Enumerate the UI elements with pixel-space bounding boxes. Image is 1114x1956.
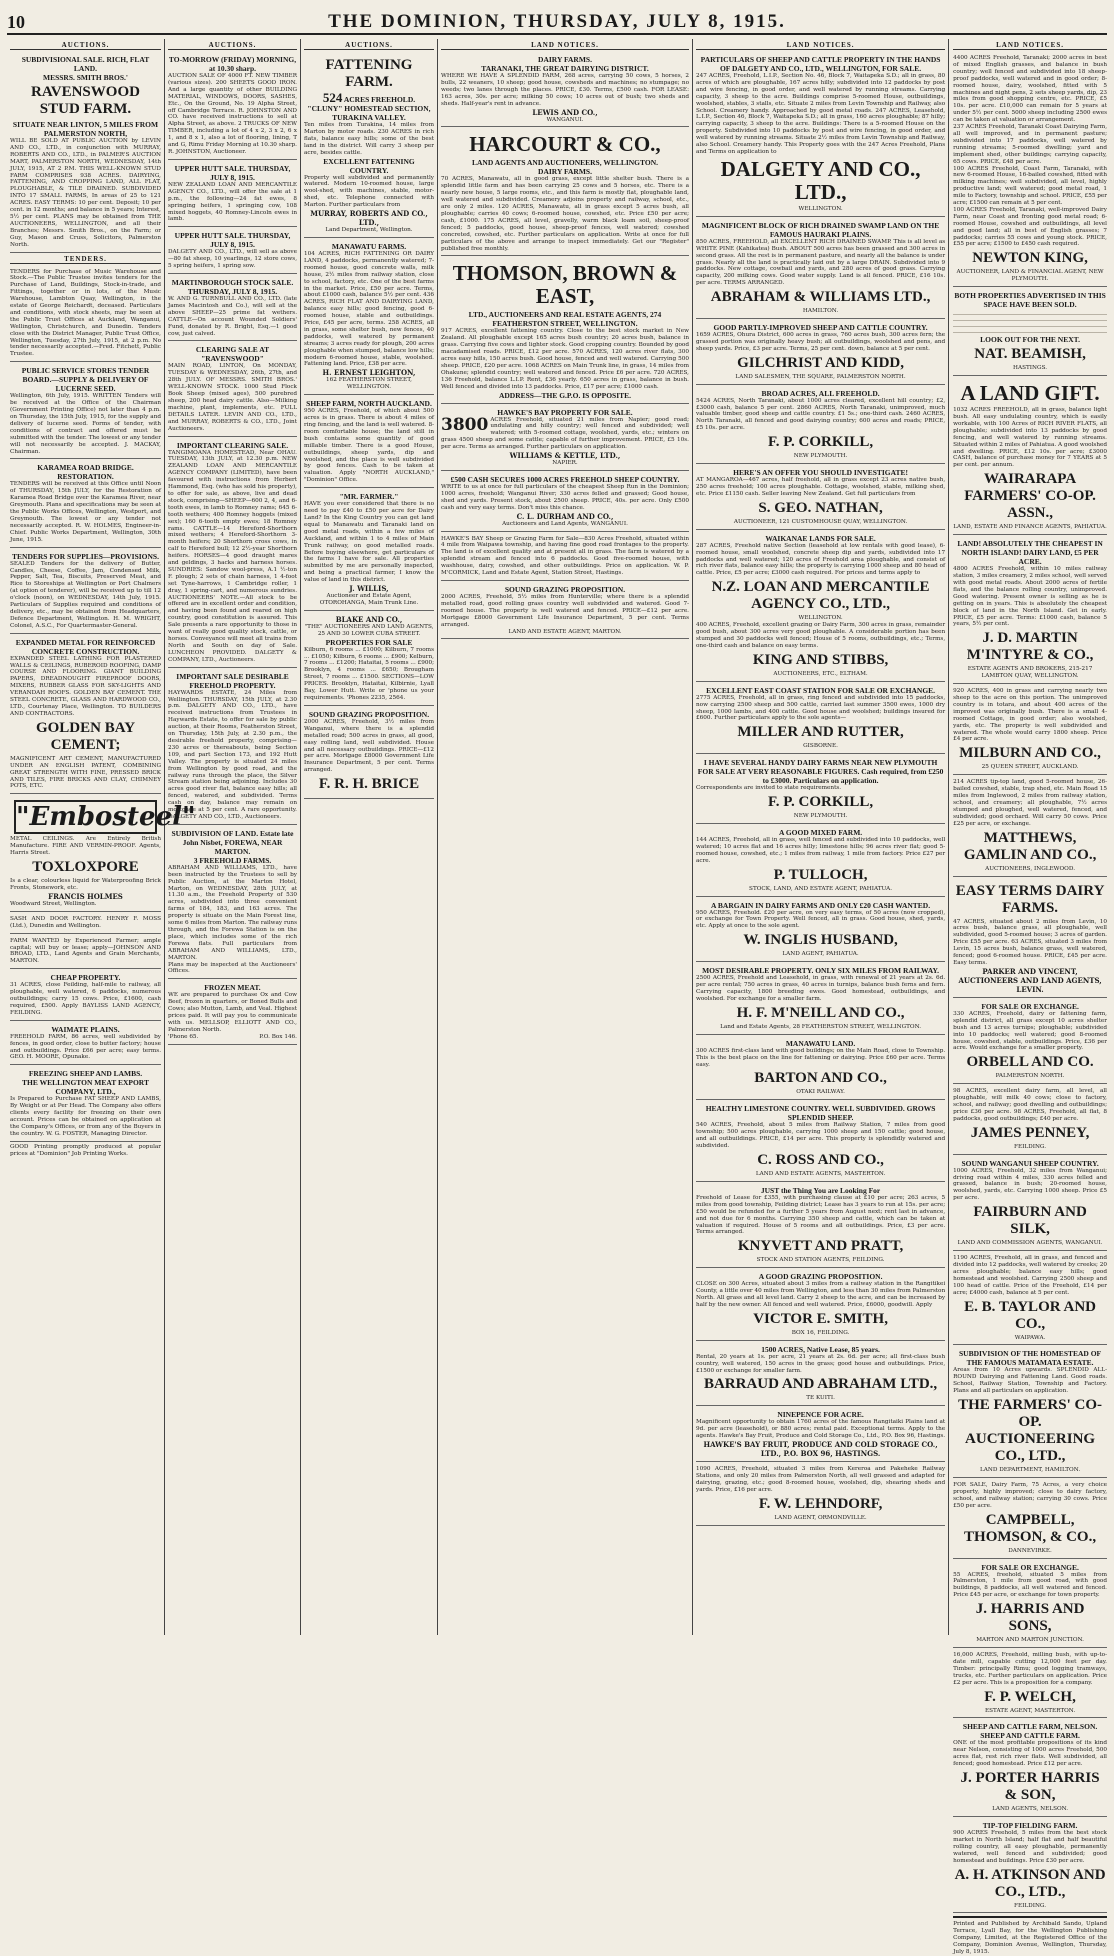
column-5b: LAND NOTICES. 4400 ACRES Freehold, Taranaki; 2000 acres in best of mixed English grasses, and balance in bush country; well fenced and subdivided into 18 sheep-proof paddocks, well watered and in good order; 8-roomed house, dairy, woolshed, fitted with 5 machines and night pens, 2 sets sheep yards, dip, 23 miles from good shopping centre, etc. PRICE, £5 10s. per acre. £10,000 can remain for 5 years at under 5½ per cent. 5000 sheep including 2500 ewes can be taken at valuation or arrangement. 237 ACRES Freehold, Taranaki Coast Dairying Farm, all well improved, and in permanent pasture; subdivided into 17 paddocks, well watered by running streams; 5-roomed dwelling; yard and implement shed, other buildings; carrying capacity, 65 cows. PRICE, £48 per acre. 100 ACRES Freehold, Coast Farm, Taranaki, with new 6-roomed House, 16-bailed cowshed, fitted with milking machines; well subdivided, all level, highly productive land; well watered; good metal road, 1 mile to Factory, township and school. PRICE, £55 per acre; £1500 can remain at 5 per cent. 100 ACRES Freehold, Taranaki, well-improved Dairy Farm, near Coast and fronting good metal road; 6-roomed House, cowshed and outbuildings, all level and good land; all in best of English grasses; 7 paddocks; carries 55 cows and young stock. PRICE, £55 per acre; £1500 to £450 cash required. NEWTON KING, AUCTIONEER, LAND & FINANCIAL AGENT, NEW PLYMOUTH. BOTH PROPERTIES ADVERTISED IN THIS SPACE HAVE BEEN SOLD. LOOK OUT FOR THE NEXT. NAT. BEAMISH, HASTINGS. A LAND GIFT. 1032 ACRES FREEHOLD, all in grass, balance light bush. All easy undulating country, which is easily workable, with 100 Acres of RICH RIVER FLATS, all ploughable; subdivided into 13 paddocks by good fencing, and well watered by running streams. Situated within 2 miles of Pahiatua. A good woolshed and dwelling. PRICE, £12 10s. per acre; £3000 CASH, balance of purchase money for 7 YEARS at 5 per cent. per annum. WAIRARAPA FARMERS' CO-OP. ASSN., LAND, ESTATE AND FINANCE AGENTS, PAHIATUA. LAND! ABSOLUTELY THE CHEAPEST IN NORTH ISLAND! DAIRY LAND, £5 PER ACRE. 4800 ACRES Freehold, within 10 miles railway station, 3 miles creamery, 2 miles school, well served with good metal roads. About 2000 acres of fertile flats, and the balance rolling country, unimproved. Good watering. Present owner is selling as he is getting on in years. This is absolutely the cheapest block of land in the North Island. Get in early. PRICE, £5 per acre. Terms: £1000 cash, balance 5 years, 5½ per cent. J. D. MARTIN M'INTYRE & CO., ESTATE AGENTS AND BROKERS, 215-217 LAMBTON QUAY, WELLINGTON. 920 ACRES, 400 in grass and carrying nearly two sheep to the acre on this portion. The unimproved country is in totara, and about 400 acres of the improved was originally bush. There is a small 4-roomed Cottage, in good order; also woolshed, yards, etc. The property is well subdivided and watered. The whole would carry 1800 sheep. Price £4 per acre. MILBURN AND CO., 25 QUEEN STREET, AUCKLAND. 214 ACRES tip-top land, good 5-roomed house, 26-bailed cowshed, stable, trap shed, etc. Main Road 15 miles from Inglewood, 2 miles from railway station, school, and creamery; all ploughable, 7½ acres stumped and ploughed, well watered, fenced, and subdivided; good orchard. Will carry 50 cows. Price £25 per acre, or exchange. MATTHEWS, GAMLIN AND CO., AUCTIONEERS, INGLEWOOD. EASY TERMS DAIRY FARMS. 47 ACRES, situated about 2 miles from Levin, 10 acres bush, balance grass, all ploughable, well subdivided, good 5-roomed house; 3 acres of garden. Price £55 per acre. 63 ACRES, situated 3 miles from Levin, 15 acres bush, balance grass, well watered, fenced; good 6-roomed house. PRICE, £45 per acre. Easy terms. PARKER AND VINCENT, AUCTIONEERS AND LAND AGENTS, LEVIN. FOR SALE OR EXCHANGE. 330 ACRES, Freehold, dairy or fattening farm, splendid district, all grass except 10 acres shelter bush and 13 acres turnips; ploughable; subdivided into 10 paddocks; well watered; good 8-roomed house, cowshed, stable, outbuildings. Price, £36 per acre. Would exchange for a smaller property. ORBELL AND CO. PALMERSTON NORTH. 98 ACRES, excellent dairy farm, all level, all ploughable, will milk 40 cows; close to factory, school, and railway; good dwelling and outbuildings; price £36 per acre. 98 ACRES, Freehold, all flat, 8 paddocks, good outbuildings; £40 per acre. JAMES PENNEY, FEILDING. SOUND WANGANUI SHEEP COUNTRY. 1000 ACRES, Freehold, 32 miles from Wanganui; driving road within 4 miles, 330 acres felled and grassed, balance in bush; 20-roomed house, woolshed, yards, etc. Carrying 1000 sheep. Price £5 per acre. FAIRBURN AND SILK, LAND AND COMMISSION AGENTS, WANGANUI. 1190 ACRES, Freehold, all in grass, and fenced and divided into 12 paddocks, well watered by creeks; 20 acres ploughable; balance easy hills; good homestead and woolshed. Carrying 2500 sheep and 100 head of cattle. Price of the Freehold, £14 per acre; £4000 cash, balance at 5 per cent. E. B. TAYLOR AND CO., WAIPAWA. SUBDIVISION OF THE HOMESTEAD OF THE FAMOUS MATAMATA ESTATE. Areas from 10 Acres upwards. SPLENDID ALL-ROUND Dairying and Fattening Land. Good roads. School, Railway Station, Township and Factory. Plans and all particulars on application. THE FARMERS' CO-OP. AUCTIONEERING CO., LTD., LAND DEPARTMENT, HAMILTON. FOR SALE, Dairy Farm, 75 Acres, a very choice property, highly improved; close to dairy factory, school, and railway station; carrying 30 cows. Price £50 per acre. CAMPBELL, THOMSON, & CO., DANNEVIRKE. FOR SALE OR EXCHANGE. 55 ACRES, freehold, situated 5 miles from Palmerston, 1 mile from good road, with good buildings, 8 paddocks, all well watered and fenced. Price £45 per acre, or exchange for town property. J. HARRIS AND SONS, MARTON AND MARTON JUNCTION. 16,000 ACRES, Freehold, milling bush, with up-to-date mill, capable cutting 12,000 feet per day. Timber: principally Rimu; good logging tramways, trucks, etc. Further particulars on application. Price £2 per acre. This is a proposition for a company. F. P. WELCH, ESTATE AGENT, MASTERTON. SHEEP AND CATTLE FARM, NELSON. SHEEP AND CATTLE FARM. ONE of the most profitable propositions of its kind near Nelson, consisting of 1000 acres Freehold, 500 acres flat, rest rich river flats. Well subdivided, all fenced; good homestead. Price £12 per acre. J. PORTER HARRIS & SON, LAND AGENTS, NELSON. TIP-TOP FIELDING FARM. 900 ACRES Freehold, 5 miles from the best stock market in North Island; half flat and half beautiful rolling country, all easy ploughable, permanently watered, well fenced and subdivided; good homestead and buildings. Price £30 per acre. A. H. ATKINSON AND CO., LTD., FEILDING. Printed and Published by Archibald Sando, Upland Terrace, Lyall Bay, for the Wellington Publishing Company, Limited, at the Registered Office of the Company, Dominion Avenue, Wellington, Thursday, July 8, 1915. [953,41,1108,1956]
imprint: Printed and Published by Archibald Sando, Upland Terrace, Lyall Bay, for the Wellington Publishing Company, Limited, at the Registered Office of the Company, Dominion Avenue, Wellington, Thursday, July 8, 1915. [953,1921,1107,1956]
ravenswood-ad: SUBDIVISIONAL SALE. RICH, FLAT LAND. MESSRS. SMITH BROS.' RAVENSWOOD STUD FARM. SITUATE NEAR LINTON, 5 MILES FROM PALMERSTON NORTH, WILL BE SOLD AT PUBLIC AUCTION by LEVIN AND CO., LTD., in conjunction with MURRAY, ROBERTS AND CO., LTD., in PALMER'S AUCTION MART, PALMERSTON NORTH, WEDNESDAY, 14th JULY, 1915, AT 2 P.M. THIS WELL-KNOWN STUD FARM COMPRISES 938 ACRES. DAIRYING, FATTENING, AND CROPPING LAND, ALL FLAT, PLOUGHABLE, & TILE DRAINED. SUBDIVIDED INTO 17 SMALL FARMS, In areas of 25 to 121 ACRES. EASY TERMS: 10 per cent. Deposit; 10 per cent. in 12 months; and balance in 5 years; Interest, 5½ per cent. PLANS may be obtained from THE AUCTIONEERS, WELLINGTON, and all their Branches; Messrs. Smith Bros., on the Farm; or Guy, Mason and Cruss, Solicitors, Palmerston North. [10,53,161,253]
embosteel-ad: "Embosteel" METAL CEILINGS. Are Entirely British Manufacture. FIRE AND VERMIN-PROOF. Agents, Harris Street. TOXLOXPORE Is a clear, colourless liquid for Waterproofing Brick Fronts, Stonework, etc. FRANCIS HOLMES Woodward Street, Wellington. [10,796,161,911]
section-auctions: AUCTIONS. [10,41,161,50]
harcourt-title: HARCOURT & CO., [469,132,661,157]
ravenswood-title: RAVENSWOOD STUD FARM. [31,84,140,117]
expanded-metal-ad: EXPANDED METAL FOR REINFORCED CONCRETE CONSTRUCTION. EXPANDED STEEL LATHING FOR PLASTERED WALLS & CEILINGS, RUBEROID ROOFING, DAMP COURSE AND FLOORING. GIANT BUILDING PAPERS, DREADNOUGHT FIREPROOF DOORS, MIXERS, RUBBER GLASS FOR SKY-LIGHTS AND VERANDAH ROOFS. GOLDEN BAY CEMENT. THE STEEL CONCRETE, GLASS AND HARDWOOD CO., LTD., Courtenay Place, Wellington. TO BUILDERS AND CONTRACTORS. GOLDEN BAY CEMENT; MAGNIFICENT ART CEMENT, MANUFACTURED UNDER AN ENGLISH PATENT, COMBINING GREAT STRENGTH WITH FINE, PRESSED BRICK AND TILES, FIRE BRICKS AND CLAY, CHIMNEY POTS, ETC. [10,636,161,795]
embosteel-logo: "Embosteel" [16,802,196,833]
column-5 [693,39,1108,1956]
tender-supplies: TENDERS FOR SUPPLIES—PROVISIONS. SEALED Tenders for the delivery of Butter, Candles, Cheese, Coffee, Jam, Condensed Milk, Pepper, Salt, Tea, Biscuits, Preserved Meat, and Rice to Storeships at Wellington or Port Chalmers (at option of tenderer), will be received up to till 12 o'clock (noon), on WEDNESDAY, 14th July, 1915. Particulars of Supplies required and conditions of delivery, etc., may be obtained from Headquarters, Defence Department, Wellington. H. M. WRIGHT, Colonel, A.S.C., For Quartermaster-General. [10,550,161,634]
columns [7,39,1108,1956]
tender-lucerne: PUBLIC SERVICE STORES TENDER BOARD.—SUPPLY & DELIVERY OF LUCERNE SEED. Wellington, 6th July, 1915. WRITTEN Tenders will be received at the Office of the Chairman (Government Printing Office) not later than 4 p.m. on Thursday, the 15th July, 1915, for the supply and delivery of lucerne seed. Forms of tender, with conditions of contract and offered must be submitted with the tender. The lowest or any tender will not necessarily be accepted. J. MACKAY, Chairman. [10,364,161,459]
section-tenders: TENDERS. [10,255,161,264]
column-3: AUCTIONS. FATTENING FARM. 524 ACRES FREEHOLD. "CLUNY" HOMESTEAD SECTION, TURAKINA VALLEY. Ten miles from Turakina, 14 miles from Marton by motor roads. 230 ACRES in rich flats, balance easy hills; some of the best land in the district. Will carry 3 sheep per acre, besides cattle. EXCELLENT FATTENING COUNTRY. Property well subdivided and permanently watered. Modern 10-roomed house, large wool-shed, with machines, stable, motor-shed, etc. Telephone connected with Marton. Further particulars from MURRAY, ROBERTS AND CO., LTD., Land Department, Wellington. MANAWATU FARMS. 104 ACRES, RICH FATTENING OR DAIRY LAND, 4 paddocks, permanently watered; 7-roomed house, good concrete walls, milk house, 2½ miles from railway station, close to school, factory, etc. One of the best farms in the market. Price, £50 per acre. Terms, about £1000 cash, balance 5½ per cent. 436 ACRES, RICH FLAT AND DAIRYING LAND, balance easy hills; good fencing, good 6-roomed house, stable and outbuildings. Price, £45 per acre, terms. 258 ACRES, all in grass, some shelter bush, new fences, 40 paddocks, well watered by permanent streams; 3 acres ready for plough, 200 acres ploughable when stumped, balance low hills; modern 6-roomed house, stable, woolshed. Fattening land. Price, £38 per acre. H. ERNEST LEIGHTON, 162 FEATHERSTON STREET, WELLINGTON. SHEEP FARM, NORTH AUCKLAND. 950 ACRES, Freehold, of which about 500 acres is in grass. There is about 4 miles of ring fencing, and the land is well watered. 8-room comfortable house; the land still in bush contains some quantity of good millable timber. There is a good House, outbuildings, sheep yards, dip and woolshed, and the place is well subdivided by good fences. Cash to be taken at valuation. Apply "NORTH AUCKLAND," "Dominion" Office. "MR. FARMER." HAVE you ever considered that there is no need to pay £40 to £50 per acre for Dairy Land? In the King Country you can get land equal to Manawatu and Taranaki land on good metal roads, within a few miles of Auckland, and within 1 to 4 miles of Main Trunk railway, on good metalled roads. Before buying elsewhere, get particulars of the farms I have for sale. All properties submitted by me are personally inspected, and being a practical farmer, I know the value of land in this district. J. WILLIS, Auctioneer and Estate Agent, OTOROHANGA, Main Trunk Line. BLAKE AND CO., "THE" AUCTIONEERS AND LAND AGENTS, 25 AND 30 LOWER CUBA STREET. PROPERTIES FOR SALE Kilburn, 6 rooms ... £1000; Kilburn, 7 rooms ... £1050; Kilburn, 6 rooms ... £900; Kelburn, 7 rooms ... £1200; Hataitai, 5 rooms ... £900; Brooklyn, 4 rooms ... £650; Brougham Street, 7 rooms ... £1500. SECTIONS—LOW PRICES. Brooklyn, Hataitai, Kilbirnie, Lyall Bay, Lower Hutt. Write or 'phone us your requirements. 'Phones 2235, 2564. SOUND GRAZING PROPOSITION. 2000 ACRES, Freehold, 3½ miles from Wanganui, where there is a splendid metalled road; 500 acres in grass, all good, easy rolling land, well subdivided. House and all necessary outbuildings. PRICE—£12 per acre. Mortgage £8000 Government Life Insurance Department, 5 per cent. Terms arranged. F. R. H. BRICE [301,39,438,1635]
fattening-farm-ad: FATTENING FARM. 524 ACRES FREEHOLD. "CLUNY" HOMESTEAD SECTION, TURAKINA VALLEY. Ten miles from Turakina, 14 miles from Marton by motor roads. 230 ACRES in rich flats, balance easy hills; some of the best land in the district. Will carry 3 sheep per acre, besides cattle. EXCELLENT FATTENING COUNTRY. Property well subdivided and permanently watered. Modern 10-roomed house, large wool-shed, with machines, stable, motor-shed, etc. Telephone connected with Marton. Further particulars from MURRAY, ROBERTS AND CO., LTD., Land Department, Wellington. [304,53,434,238]
newspaper-title: THE DOMINION, THURSDAY, JULY 8, 1915. [328,11,786,32]
column-1: AUCTIONS. SUBDIVISIONAL SALE. RICH, FLAT LAND. MESSRS. SMITH BROS.' RAVENSWOOD STUD FARM. SITUATE NEAR LINTON, 5 MILES FROM PALMERSTON NORTH, WILL BE SOLD AT PUBLIC AUCTION by LEVIN AND CO., LTD., in conjunction with MURRAY, ROBERTS AND CO., LTD., in PALMER'S AUCTION MART, PALMERSTON NORTH, WEDNESDAY, 14th JULY, 1915, AT 2 P.M. THIS WELL-KNOWN STUD FARM COMPRISES 938 ACRES. DAIRYING, FATTENING, AND CROPPING LAND, ALL FLAT, PLOUGHABLE, & TILE DRAINED. SUBDIVIDED INTO 17 SMALL FARMS, In areas of 25 to 121 ACRES. EASY TERMS: 10 per cent. Deposit; 10 per cent. in 12 months; and balance in 5 years; Interest, 5½ per cent. PLANS may be obtained from THE AUCTIONEERS, WELLINGTON, and all their Branches; Messrs. Smith Bros., on the Farm; or Guy, Mason and Cruss, Solicitors, Palmerston North. TENDERS. TENDERS for Purchase of Music Warehouse and Stock.—The Public Trustee invites tenders for the Purchase of Land, Buildings, Stock-in-trade, and Fittings, together or in lots, of the Music Warehouse, Lambton Quay, Wellington, in the estate of George Reichardt, deceased. Particulars and conditions, with stock sheets, may be seen at the Public Trust Offices at Auckland, Wanganui, Wellington, Christchurch, and Dunedin. Tenders close with the District Manager, Public Trust Office, Wellington, Tuesday, 27th July, 1915, at 2 p.m. No tender necessarily accepted.—Fred. Fitchett, Public Trustee. PUBLIC SERVICE STORES TENDER BOARD.—SUPPLY & DELIVERY OF LUCERNE SEED. Wellington, 6th July, 1915. WRITTEN Tenders will be received at the Office of the Chairman (Government Printing Office) not later than 4 p.m. on Thursday, the 15th July, 1915, for the supply and delivery of lucerne seed. Forms of tender, with conditions of contract and offered must be submitted with the tender. The lowest or any tender will not necessarily be accepted. J. MACKAY, Chairman. KARAMEA ROAD BRIDGE. RESTORATION. TENDERS will be received at this Office until Noon of THURSDAY, 15th JULY, for the Restoration of Karamea Road Bridge over the Karamea River, near Greymouth. Plans and specifications may be seen at the Public Works Offices, Wellington, Westport, and Greymouth. The lowest or any tender not necessarily accepted. R. W. HOLMES, Engineer-in-Chief. Public Works Department, Wellington, 30th June, 1915. TENDERS FOR SUPPLIES—PROVISIONS. SEALED Tenders for the delivery of Butter, Candles, Cheese, Coffee, Jam, Condensed Milk, Pepper, Salt, Tea, Biscuits, Preserved Meat, and Rice to Storeships at Wellington or Port Chalmers (at option of tenderer), will be received up to till 12 o'clock (noon), on WEDNESDAY, 14th July, 1915. Particulars of Supplies required and conditions of delivery, etc., may be obtained from Headquarters, Defence Department, Wellington. H. M. WRIGHT, Colonel, A.S.C., For Quartermaster-General. EXPANDED METAL FOR REINFORCED CONCRETE CONSTRUCTION. EXPANDED STEEL LATHING FOR PLASTERED WALLS & CEILINGS, RUBEROID ROOFING, DAMP COURSE AND FLOORING. GIANT BUILDING PAPERS, DREADNOUGHT FIREPROOF DOORS, MIXERS, RUBBER GLASS FOR SKY-LIGHTS AND VERANDAH ROOFS. GOLDEN BAY CEMENT. THE STEEL CONCRETE, GLASS AND HARDWOOD CO., LTD., Courtenay Place, Wellington. TO BUILDERS AND CONTRACTORS. GOLDEN BAY CEMENT; MAGNIFICENT ART CEMENT, MANUFACTURED UNDER AN ENGLISH PATENT, COMBINING GREAT STRENGTH WITH FINE, PRESSED BRICK AND TILES, FIRE BRICKS AND CLAY, CHIMNEY POTS, ETC. "Embosteel" METAL CEILINGS. Are Entirely British Manufacture. FIRE AND VERMIN-PROOF. Agents, Harris Street. TOXLOXPORE Is a clear, colourless liquid for Waterproofing Brick Fronts, Stonework, etc. FRANCIS HOLMES Woodward Street, Wellington. SASH AND DOOR FACTORY. HENRY F. MOSS (Ltd.), Dunedin and Wellington. FARM WANTED by Experienced Farmer; ample capital; will buy or lease; apply—JOHNSON AND BROAD, LTD., Land Agents and Grain Merchants, MARTON. CHEAP PROPERTY. 31 ACRES, close Feilding, half-mile to railway, all ploughable, well watered, 6 paddocks, numerous outbuildings; carry 15 cows. Price, £1600, cash required, £500. Apply BAYLISS LAND AGENCY, FEILDING. WAIMATE PLAINS. FREEHOLD FARM, 86 acres, well subdivided by fences, in good order, close to butter factory; house and outbuildings. Price £66 per acre; easy terms. GEO. H. MOORE, Opunake. FREEZING SHEEP AND LAMBS. THE WELLINGTON MEAT EXPORT COMPANY, LTD., Is Prepared to Purchase FAT SHEEP AND LAMBS, By Weight or at Per Head. The Company also offers clients every facility for freezing on their own account. Prices can be obtained on application at the Company's Offices, or from any of the Buyers in the country. W. G. FOSTER, Managing Director. GOOD Printing promptly produced at popular prices at "Dominion" Job Printing Works. [7,39,165,1635]
tender-music-warehouse: TENDERS for Purchase of Music Warehouse and Stock.—The Public Trustee invites tenders for the Purchase of Land, Buildings, Stock-in-trade, and Fittings, together or in lots, of the Music Warehouse, Lambton Quay, Wellington, in the estate of George Reichardt, deceased. Particulars and conditions, with stock sheets, may be seen at the Public Trust Offices at Auckland, Wanganui, Wellington, Christchurch, and Dunedin. Tenders close with the District Manager, Public Trust Office, Wellington, Tuesday, 27th July, 1915, at 2 p.m. No tender necessarily accepted.—Fred. Fitchett, Public Trustee. [10,267,161,363]
column-4: LAND NOTICES. DAIRY FARMS. TARANAKI, THE GREAT DAIRYING DISTRICT. WHERE WE HAVE A SPLENDID FARM, 268 acres, carrying 50 cows, 5 horses, 2 bulls, 22 weaners, 10 sheep; good house, cowsheds and machines; no stumpage; no weeds; two lanes through the places. PRICE, £30. Terms, £500 cash. FOR LEASE: 163 acres, 30s. per acre; milking 50 cows; 10 acres out of bush; two sheds and sheds. Half-year's rent in advance. LEWIS AND CO., WANGANUI. HARCOURT & CO., LAND AGENTS AND AUCTIONEERS, WELLINGTON. DAIRY FARMS. 70 ACRES, Manawatu, all in good grass, except little shelter bush. There is a splendid little farm and has been carrying 25 cows and 5 horses, etc. There is a nearly new house, 5 large rooms, etc., and this farm is mostly flat, ploughable land, well watered and subdivided. Creamery adjoins property and railway, school, etc., are only 2 miles. 120 ACRES, Manawatu, all in grass except 5 acres bush, all ploughable; carries 40 cows; 6-roomed house, cowshed, etc. Price £50 per acre; cash, £1000. 175 ACRES, all level, gravelly, warm black loam soil, sheep-proof fenced; 5 paddocks, good house, sheep-proof fences, well watered; cowshed concreted, cowshed, etc. Further particulars on application. Write at once for full particulars of the above and arrange to inspect immediately. Get our "Register" published free monthly. THOMSON, BROWN & EAST, LTD., AUCTIONEERS AND REAL ESTATE AGENTS, 274 FEATHERSTON STREET, WELLINGTON. 917 ACRES, excellent fattening country. Close to the best stock market in New Zealand. All ploughable except 165 acres bush country; 20 acres bush, balance in grass. Carrying five cows and lighter stock. Good cropping country. Bounded by good macadamised roads. PRICE, £12 per acre. 570 ACRES, 120 acres river flats, 300 acres easy hills, 150 acres bush. Good house, fenced and well watered. Carrying 500 sheep. PRICE, £20 per acre. 1068 ACRES on Main Trunk line, in grass, 14 miles from Ohakune; splendid country; well watered and fenced. Price £6 per acre. 720 ACRES, 136 Freehold, balance L.I.P. Rent, £36 yearly. 650 acres in grass, balance in bush. Well fenced and divided into 13 paddocks. Price, £17 per acre; £1000 cash. ADDRESS—THE G.P.O. IS OPPOSITE. HAWKE'S BAY PROPERTY FOR SALE. 3800 ACRES Freehold, situated 21 miles from Napier; good road; undulating and hilly country; well fenced and subdivided; well watered; with 5-roomed cottage, woolshed, yards, etc.; winters on grass 4500 sheep and some cattle; capable of further improvement. PRICE, £5 10s. per acre. Terms as arranged. Further particulars on application. WILLIAMS & KETTLE, LTD., NAPIER. £500 CASH SECURES 1000 ACRES FREEHOLD SHEEP COUNTRY. WRITE to us at once for full particulars of the cheapest Sheep Run in the Dominion; 1000 acres, freehold; Wanganui River; 330 acres felled and grassed; Good house, shed and yards. Present stock, about 2500 sheep. PRICE, 40s. per acre. Only £500 cash and very easy terms. Don't miss this chance. C. L. DURHAM AND CO., Auctioneers and Land Agents, WANGANUI. HAWKE'S BAY Sheep or Grazing Farm for Sale—830 Acres Freehold, situated within 4 mile from Waipawa township, and having fine good road frontages to the property. The land is of excellent quality and at present all in grass. The farm is watered by a splendid stream and fenced into 6 paddocks. Good five-roomed house, with washhouse, dairy, cowshed, and other outbuildings. Price on application. W. P. M'CORMICK, Land and Estate Agent, Station Street, Hastings. SOUND GRAZING PROPOSITION. 2000 ACRES, Freehold, 5½ miles from Hunterville; where there is a splendid metalled road, good rolling grass country well subdivided and watered. Good 7-roomed house. The property is well watered and fenced. PRICE—£12 per acre. Mortgage £8000 Government Life Insurance Department, 5 per cent. Terms arranged. LAND AND ESTATE AGENT, MARTON. [438,39,693,1635]
tender-bridge: KARAMEA ROAD BRIDGE. RESTORATION. TENDERS will be received at this Office until Noon of THURSDAY, 15th JULY, for the Restoration of Karamea Road Bridge over the Karamea River, near Greymouth. Plans and specifications may be seen at the Public Works Offices, Wellington, Westport, and Greymouth. The lowest or any tender not necessarily accepted. R. W. HOLMES, Engineer-in-Chief. Public Works Department, Wellington, 30th June, 1915. [10,461,161,547]
column-2: AUCTIONS. TO-MORROW (FRIDAY) MORNING, at 10.30 sharp. AUCTION SALE OF 4000 FT. NEW TIMBER (various sizes). 200 SHEETS GOOD IRON. And a large quantity of other BUILDING MATERIAL, WINDOWS, DOORS, SASHES, Etc., On the Ground, No. 19 Alpha Street, off Cambridge Terrace. R. JOHNSTON AND CO. have received instructions to sell at Alpha Street, as above. 2 TRUCKS OF NEW TIMBER, including a lot of 4 x 2, 3 x 2, 6 x 1, and 8 x 1, also a lot of flooring, lining, T and G, Rimu Friday Morning at 10.30 sharp. R. JOHNSTON, Auctioneer. UPPER HUTT SALE. THURSDAY, JULY 8, 1915. NEW ZEALAND LOAN AND MERCANTILE AGENCY CO., LTD., will offer the sale at 1 p.m., the following—24 fat ewes, 8 springing heifers, 1 springing cow, 108 mixed hoggets, 40 Romney-Lincoln ewes in lamb. UPPER HUTT SALE. THURSDAY, JULY 8, 1915. DALGETY AND CO., LTD., will sell as above—80 fat sheep, 10 yearlings, 12 store cows, 5 spring heifers, 1 spring sow. MARTINBOROUGH STOCK SALE. THURSDAY, JULY 8, 1915. W. AND G. TURNBULL AND CO., LTD. (late James Macintosh and Co.), will sell at the above SHEEP—25 prime fat wethers. CATTLE—On account Wounded Soldiers' Fund, donated by R. Bright, Esq.—1 good cow, just calved. CLEARING SALE AT "RAVENSWOOD" MAIN ROAD, LINTON, On MONDAY, TUESDAY & WEDNESDAY, 26th, 27th, and 28th JULY. OF MESSRS. SMITH BROS.' WELL-KNOWN STOCK. 1000 Stud Flock Book Sheep (mixed ages), 500 purebred sheep, 200 head dairy cattle. Also—Milking machine, plant, implements, etc. FULL DETAILS LATER. LEVIN AND CO., LTD., and MURRAY, ROBERTS & CO., LTD., Joint Auctioneers. IMPORTANT CLEARING SALE. TANGIMOANA HOMESTEAD, Near OHAU. TUESDAY, 13th JULY, at 12.30 p.m. NEW ZEALAND LOAN AND MERCANTILE AGENCY COMPANY (LIMITED), have been favoured with instructions from Herbert Hammond, Esq. (who has sold his property), to offer for sale, as above, live and dead stock, comprising—SHEEP—600 2, 4, and 6-tooth ewes, in lamb to Romney rams; 645 6-tooth wethers; 400 Romney hoggets (mixed sex); 160 6-tooth empty ewes; 18 Romney rams. CATTLE—14 Hereford-Shorthorn mixed wethers; 4 Hereford-Shorthorn 3-month heifers; 20 Shorthorn cross cows, in calf to Hereford bull; 12 2½-year Shorthorn heifers. HORSES—4 good draught mares and geldings, 3 hacks and harness horses. SUNDRIES: Sandow wool-press, A.1 ½-ton F. plough; 2 sets of chain harness, 1 4-foot set Tyne-harrows, 1 Cambridge roller, 1 dray, 1 spring-cart, and numerous sundries. AUCTIONEERS' NOTE.—All stock to be offered are in excellent order and condition, and having been found and reared on high country, good constitution is assured. This Sale presents a rare opportunity to those in want of really good quality stock, cattle, or horses. Conveyance will meet all trains from North and South on day of Sale. LUNCHEON PROVIDED. DALGETY & COMPANY, LTD., Auctioneers. IMPORTANT SALE DESIRABLE FREEHOLD PROPERTY. HAYWARDS ESTATE, 24 Miles from Wellington. THURSDAY, 15th JULY, at 2.30 p.m. DALGETY AND CO., LTD., have received instructions from Trustees in Haywards Estate, to offer for sale by public auction, at their Rooms, Featherston Street, on Thursday, 15th July, at 2.30 p.m., the desirable freehold property, comprising—230 acres or thereabouts, being Section 109, and part Section 173, and 192 Hutt Valley. The property is situated 24 miles from Wellington by good road, and the railway runs through the place, the Silver Stream station being adjoining. Includes 30 acres good river flat, balance easy hills; all fenced, watered, and subdivided. Terms cash on day, balance may remain on mortgage at 5 per cent. A rare opportunity. DALGETY AND CO., LTD., Auctioneers. SUBDIVISION OF LAND. Estate late John Nisbet, FOREWA, NEAR MARTON. 3 FREEHOLD FARMS. ABRAHAM AND WILLIAMS, LTD., have been instructed by the Trustees to sell by Public Auction, at the Marton Hotel, Marton, on WEDNESDAY, 28th JULY, at 11.30 a.m., the Freehold Property of 530 acres, subdivided into three convenient farms of 184, 183, and 163 acres. The property is situate on the Main Forest line, some 6 miles from Marton. The railway runs through, and the Forewa Station is on the place, which includes some of the rich Forewa flats. Full particulars from ABRAHAM AND WILLIAMS, LTD., MARTON. Plans may be inspected at the Auctioneers' Offices. FROZEN MEAT. WE are prepared to purchase Ox and Cow Beef, frozen in quarters, or Boned Bulls and Cows; also Mutton, Lamb, and Veal. Highest prices paid. It will pay you to communicate with us. MELLSOP, ELLIOTT AND CO., Palmerston North. 'Phone 65. P.O. Box 146. [165,39,301,1635]
column-5a: LAND NOTICES. PARTICULARS OF SHEEP AND CATTLE PROPERTY IN THE HANDS OF DALGETY AND CO., LTD., WELLINGTON, FOR SALE. 247 ACRES, Freehold, L.I.P., Section No. 46, Block 7, Waitapeka S.D.; all in grass, 80 acres of which are ploughable, 167 acres hilly; subdivided into 12 paddocks by post and wire fencing, in good order, and well watered by running streams. Carrying capacity, 3 sheep to the acre. Buildings comprise 5-roomed House, outbuildings, woolshed, stables, 3 stalls, etc. Situate 2 miles from Levin Township and Railway, also School. Creamery handy. Approached by good metal roads. 247 ACRES, Leasehold, L.I.P., Section 46, Block 7, Waitapeka S.D.; all in grass, 160 acres ploughable; 87 hilly; carrying capacity, 3 sheep to the acre. Buildings: There is a 5-roomed House on the property. Subdivided into 10 paddocks by post and wire fencing, in good order, and well watered by running streams. Situate 2½ miles from Levin Township and Railway, also School. Creamery handy. This Property goes with the 247 Acres Freehold, Plans and Terms on application to DALGETY AND CO., LTD., WELLINGTON. MAGNIFICENT BLOCK OF RICH DRAINED SWAMP LAND ON THE FAMOUS HAURAKI PLAINS. 850 ACRES, FREEHOLD, all EXCELLENT RICH DRAINED SWAMP. This is all level as WHITE PINE (Kahikatea) Bush. ABOUT 500 acres has been grassed and 300 acres in second grass. All the rest is in permanent pasture, and nearly all the balance is under grass. Nearly all the land is practically laid out by a large DRAIN. Subdivided into 9 paddocks. New cottage, cowbail and yards, and 280 acres of good grass. Carrying capacity, 200 milking cows. Good water supply. Land is all fenced. PRICE, £16 10s. per acre. TERMS ARRANGED. ABRAHAM & WILLIAMS LTD., HAMILTON. GOOD PARTLY-IMPROVED SHEEP AND CATTLE COUNTRY. 1659 ACRES, Ohura District, 600 acres in grass, 760 acres bush, 300 acres fern; the grassed portion was originally heavy bush; all outbuildings, woolshed and pens, and sheep yards. Price, £3 per acre. Terms, 25 per cent. down, balance at 5 per cent. GILCHRIST AND KIDD, LAND SALESMEN, THE SQUARE, PALMERSTON NORTH. BROAD ACRES, ALL FREEHOLD. 5424 ACRES, North Taranaki, about 1000 acres cleared, excellent hill country; £2, £3000 cash, balance 5 per cent. 2860 ACRES, North Taranaki, unimproved, much valuable timber, good sheep and cattle country. £1 5s.; one-third cash. 2460 ACRES, North Taranaki, all fenced and good dairying country; 600 acres and roads; PRICE, £5 10s. per acre. F. P. CORKILL, NEW PLYMOUTH. HERE'S AN OFFER YOU SHOULD INVESTIGATE! AT MANGAROA—467 acres, half freehold, all in grass except 23 acres native bush, 250 acres freehold; 100 acres ploughable. Cottage, woolshed, stable, milking shed, etc. Price £1150 cash. Seller leaving New Zealand. Get full particulars from S. GEO. NATHAN, AUCTIONEER, 121 CUSTOMHOUSE QUAY, WELLINGTON. WAIKANAE LANDS FOR SALE. 287 ACRES, Freehold native Section (leasehold at low rentals with good lease), 6-roomed house, small woolshed, concrete sheep dip and yards, subdivided into 17 paddocks and well watered; 120 acres of Freehold area ploughable, and consist of rich river flats, balance easy hills; the property is carrying 1000 sheep and 80 head of cattle. Price, £5 per acre; £3000 cash required. For prices and terms apply to N.Z. LOAN AND MERCANTILE AGENCY CO., LTD., WELLINGTON. 400 ACRES, Freehold, excellent grazing or Dairy Farm, 300 acres in grass, remainder good bush, about 300 acres very good ploughable. A considerable portion has been stumped and 30 paddocks well fenced; House of 5 rooms, outbuildings, etc.; Terms, one-third cash and balance on easy terms. KING AND STIBBS, AUCTIONEERS, ETC., ELTHAM. EXCELLENT EAST COAST STATION FOR SALE OR EXCHANGE. 2775 ACRES, Freehold, all in grass, ring fenced and subdivided into 15 paddocks, now carrying 2500 sheep and 500 cattle, carried last summer 3500 ewes, 1000 dry sheep, 1000 lambs, and 400 cattle. Good house and woolshed; buildings insured for £600. Further particulars apply to the sole agents— MILLER AND RUTTER, GISBORNE. I HAVE SEVERAL HANDY DAIRY FARMS NEAR NEW PLYMOUTH FOR SALE AT VERY REASONABLE FIGURES. Cash required, from £250 to £3000. Particulars on application. Correspondents are invited to state requirements. F. P. CORKILL, NEW PLYMOUTH. A GOOD MIXED FARM. 144 ACRES, Freehold, all in grass, well fenced and subdivided into 10 paddocks, well watered; 10 acres flat and 16 acres hilly; limestone hills; 96 acres river flat; good 5-roomed house, cowshed, etc.; 1 miles from railway, 1 mile from factory. Price £27 per acre. P. TULLOCH, STOCK, LAND, AND ESTATE AGENT, PAHIATUA. A BARGAIN IN DAIRY FARMS AND ONLY £20 CASH WANTED. 950 ACRES, Freehold. £20 per acre, on very easy terms, of 50 acres (now cropped), or exchange for Town Property. Well fenced, all in grass. Good house, shed, yards, etc. Apply at once to the sole agent. W. INGLIS HUSBAND, LAND AGENT, PAHIATUA. MOST DESIRABLE PROPERTY. ONLY SIX MILES FROM RAILWAY. 2500 ACRES, Freehold and Leasehold, in grass, with renewal of 21 years at 2s. 6d. per acre rental; 750 acres in grass, 40 acres in turnips, balance bush ferns and fern. Carrying capacity, 1800 breeding ewes. Good homestead, outbuildings, and woolshed. For exchange for a smaller farm. H. F. M'NEILL AND CO., Land and Estate Agents, 28 FEATHERSTON STREET, WELLINGTON. MANAWATU LAND. 300 ACRES first-class land with good buildings; on the Main Road, close to Township. This is the best place on the line for fattening or dairying. Price £60 per acre. Terms easy. BARTON AND CO., OTAKI RAILWAY. HEALTHY LIMESTONE COUNTRY. WELL SUBDIVIDED. GROWS SPLENDID SHEEP. 540 ACRES, Freehold, about 5 miles from Railway Station, 7 miles from good township; 500 acres ploughable, carrying 1000 sheep and 150 cattle; good house, and all outbuildings. PRICE, £14 per acre. This property is splendidly watered and subdivided. C. ROSS AND CO., LAND AND ESTATE AGENTS, MASTERTON. JUST the Thing You are Looking For Freehold of Lease for £355, with purchasing clause at £10 per acre; 263 acres, 5 miles from good township, Feilding district; Lease has 3 years to run at 15s. per acre; £50 would be refunded for a further 5 years from August next; rent last in advance, and not due for 6 months. Carrying 350 sheep and cattle, which can be taken at valuation if required. House of 5 rooms and all outbuildings. Price, £3 per acre. Terms arranged. KNYVETT AND PRATT, STOCK AND STATION AGENTS, FEILDING. A GOOD GRAZING PROPOSITION. CLOSE on 300 Acres, situated about 3 miles from a railway station in the Rangitikei County, a little over 40 miles from Wellington, and less than 30 miles from Palmerston North. All grass and all level land. Carry 2 sheep to the acre, and can be increased by half by the new owner. All fenced and well watered. Price, £6000, goodwill. Apply VICTOR E. SMITH, BOX 16, FEILDING. 1500 ACRES, Native Lease, 85 years. Rental, 20 years at 1s. per acre, 21 years at 2s. 6d. per acre; all first-class bush country, well watered, 150 acres in the grass; good house and outbuildings. Price, £1500 or exchange for smaller farm. BARRAUD AND ABRAHAM LTD., TE KUITI. NINEPENCE FOR ACRE. Magnificent opportunity to obtain 1760 acres of the famous Rangitaiki Plains land at 9d. per acre (leasehold), or 880 acres; rental paid. Exceptional terms. Apply to the agents. Hawke's Bay Fruit, Produce and Cold Storage Co., Ltd., P.O. Box 96, Hastings. HAWKE'S BAY FRUIT, PRODUCE AND COLD STORAGE CO., LTD., P.O. BOX 96, HASTINGS. 1090 ACRES, Freehold, situated 3 miles from Kereroa and Pakeheke Railway Stations, and only 20 miles from Palmerston North, all well grassed and adapted for dairying, grazing, etc.; good 8-roomed house, woolshed, dip, shearing sheds and yards. Price, £16 per acre. F. W. LEHNDORF, LAND AGENT, ORMONDVILLE. [696,39,949,1635]
masthead [7,7,1107,35]
newspaper-page [7,7,1108,1956]
page-number: 10 [7,12,25,32]
